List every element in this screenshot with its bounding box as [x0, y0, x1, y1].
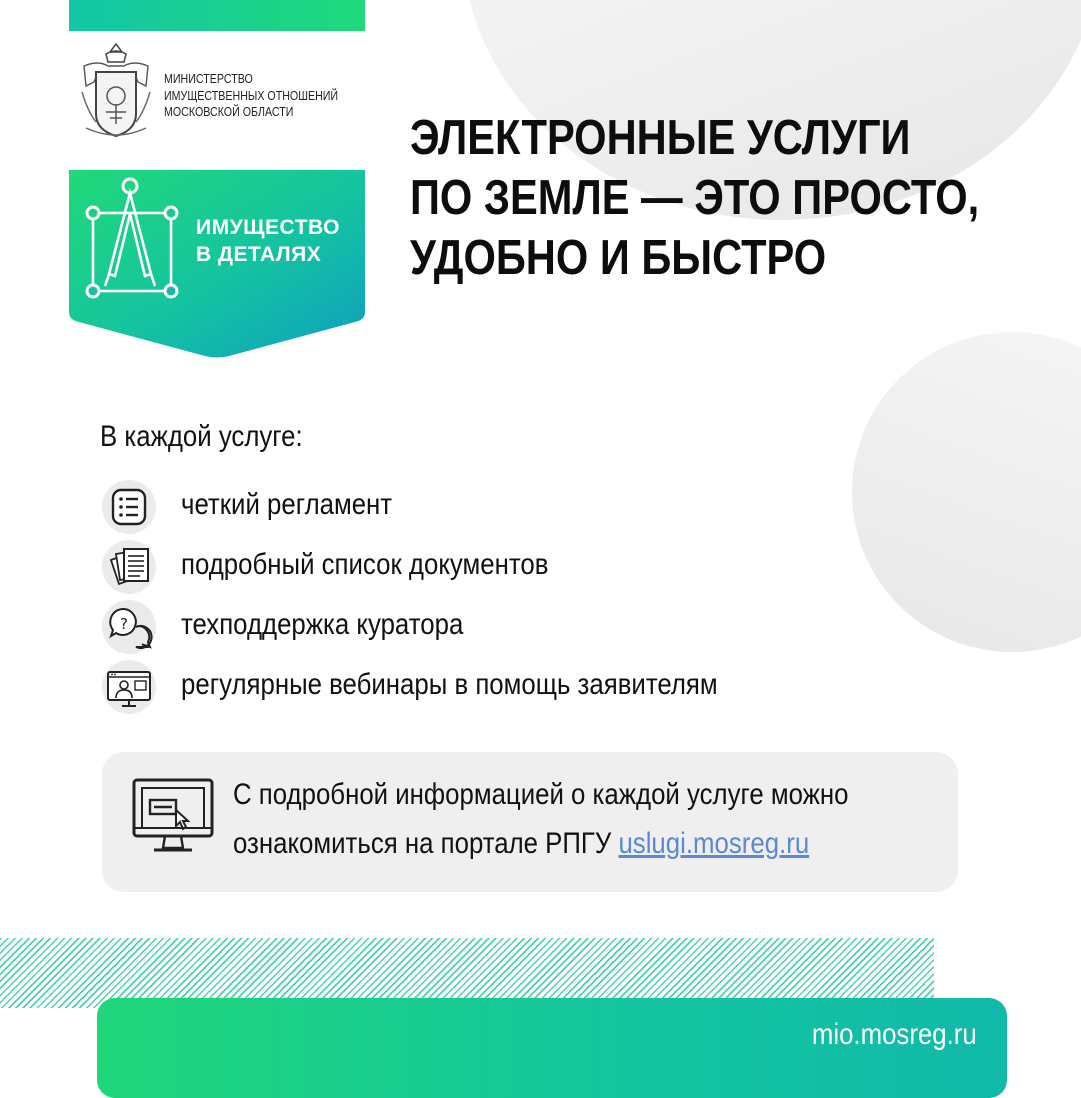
- list-icon: [102, 480, 156, 534]
- ministry-logo: [78, 42, 378, 152]
- banner-label-line-2: В ДЕТАЛЯХ: [196, 243, 322, 266]
- ministry-name-line-3: МОСКОВСКОЙ ОБЛАСТИ: [164, 104, 294, 119]
- feature-text: четкий регламент: [181, 488, 393, 521]
- ministry-name: [164, 71, 338, 121]
- feature-item: [102, 600, 802, 652]
- page-title-line-1: ЭЛЕКТРОННЫЕ УСЛУГИ: [410, 111, 911, 165]
- info-card: [102, 752, 958, 892]
- page-title-line-3: УДОБНО И БЫСТРО: [410, 231, 827, 285]
- info-text-line-1: С подробной информацией о каждой услуге можно: [233, 778, 849, 811]
- svg-text:?: ?: [120, 615, 128, 633]
- feature-text: подробный список документов: [181, 548, 549, 581]
- question-chat-icon: [102, 600, 156, 654]
- portal-link[interactable]: uslugi.mosreg.ru: [618, 827, 810, 860]
- ministry-name-line-2: ИМУЩЕСТВЕННЫХ ОТНОШЕНИЙ: [164, 87, 339, 103]
- feature-text: регулярные вебинары в помощь заявителям: [181, 668, 718, 701]
- top-accent-bar: [69, 0, 365, 31]
- features-intro: В каждой услуге:: [100, 420, 303, 453]
- footer-bar: [97, 998, 1007, 1098]
- banner-label-line-1: ИМУЩЕСТВО: [196, 216, 341, 239]
- banner-label: [196, 214, 340, 268]
- monitor-icon: [128, 772, 218, 862]
- footer-site-link[interactable]: mio.mosreg.ru: [812, 1018, 977, 1051]
- info-text-line-2: [233, 819, 848, 868]
- info-text-prefix: ознакомиться на портале РПГУ: [233, 827, 619, 860]
- decorative-circle-right: [852, 332, 1081, 652]
- ministry-name-line-1: МИНИСТЕРСТВО: [164, 71, 253, 86]
- info-text: [233, 770, 848, 868]
- feature-text: техподдержка куратора: [181, 608, 464, 641]
- webinar-icon: [102, 660, 156, 714]
- page-title-line-2: ПО ЗЕМЛЕ — ЭТО ПРОСТО,: [410, 171, 980, 225]
- feature-item: [102, 480, 802, 532]
- page-title: [410, 108, 979, 288]
- feature-item: [102, 660, 802, 712]
- coat-of-arms-icon: [78, 42, 154, 142]
- feature-item: [102, 540, 802, 592]
- documents-icon: [102, 540, 156, 594]
